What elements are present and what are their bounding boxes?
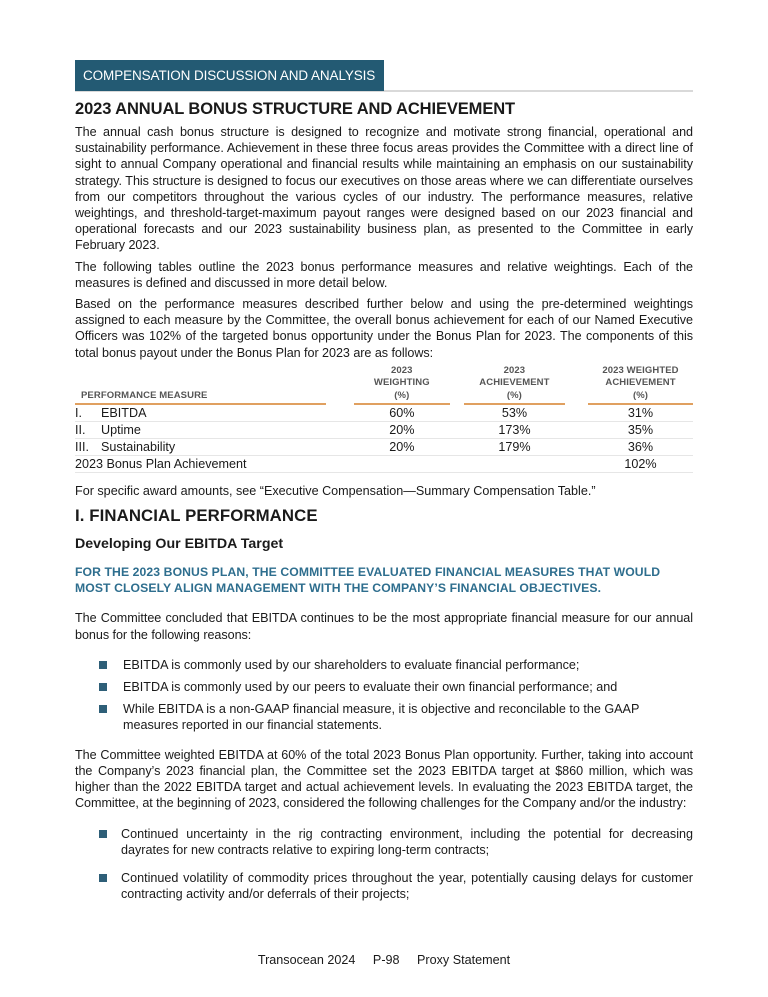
- table-row: II. Uptime 20% 173% 35%: [75, 422, 693, 439]
- square-bullet-icon: [99, 661, 107, 669]
- col-header-weighting: 2023 WEIGHTING (%): [354, 365, 450, 406]
- table-row: III. Sustainability 20% 179% 36%: [75, 439, 693, 456]
- award-note: For specific award amounts, see “Executive Compensation—Summary Compensation Table.”: [75, 484, 596, 499]
- list-item: Continued uncertainty in the rig contracting environment, including the potential for decreasing dayrates for new contracts relative to expiring long-term contracts;: [97, 826, 693, 858]
- col-header-measure: PERFORMANCE MEASURE: [75, 365, 326, 406]
- page-title: 2023 ANNUAL BONUS STRUCTURE AND ACHIEVEMENT: [75, 100, 516, 118]
- footer-page-number: P-98: [372, 953, 400, 967]
- reasons-list: [75, 657, 693, 733]
- list-item: While EBITDA is a non-GAAP financial measure, it is objective and reconcilable to the GAAP measures reported in our financial statements.: [97, 701, 693, 733]
- table-total-row: 2023 Bonus Plan Achievement 102%: [75, 456, 693, 473]
- list-item: EBITDA is commonly used by our peers to evaluate their own financial performance; and: [97, 679, 693, 695]
- intro-paragraph: The annual cash bonus structure is designed to recognize and motivate strong financial, operational and sustainability performance. Achievement in these three focus areas provides the Committee with a direct line of sight to annual Company operational and financial results while maintaining an emphasis on our sustainability strategy. This structure is designed to focus our executives on those areas where we can differentiate ourselves from our competitors throughout the various cycles of our industry. The performance measures, relative weightings, and threshold-target-maximum payout ranges were designed based on our 2023 financial and operational forecasts and our 2023 sustainability business plan, as presented to the Committee in early February 2023.: [75, 125, 693, 253]
- callout-text: FOR THE 2023 BONUS PLAN, THE COMMITTEE EVALUATED FINANCIAL MEASURES THAT WOULD MOST CLOSELY ALIGN MANAGEMENT WITH THE COMPANY’S FINANCIAL OBJECTIVES.: [75, 565, 661, 596]
- section-header: [75, 60, 693, 92]
- table-row: I. EBITDA 60% 53% 31%: [75, 405, 693, 422]
- ebitda-intro: The Committee concluded that EBITDA continues to be the most appropriate financial measure for our annual bonus for the following reasons:: [75, 611, 693, 642]
- target-paragraph: The Committee weighted EBITDA at 60% of the total 2023 Bonus Plan opportunity. Further, taking into account the Company’s 2023 financial plan, the Committee set the 2023 EBITDA target at $860 million, which was higher than the 2022 EBITDA target and actual achievement levels. In evaluating the 2023 EBITDA target, the Committee, at the beginning of 2023, considered the following challenges for the Company and/or the industry:: [75, 747, 693, 811]
- ebitda-target-subheading: Developing Our EBITDA Target: [75, 536, 284, 553]
- performance-table: [75, 365, 693, 474]
- section-tab: COMPENSATION DISCUSSION AND ANALYSIS: [75, 60, 384, 91]
- square-bullet-icon: [99, 830, 107, 838]
- footer-company: Transocean 2024: [257, 953, 356, 967]
- list-item: Continued volatility of commodity prices throughout the year, potentially causing delays for customer contracting activity and/or deferrals of their projects;: [97, 870, 693, 902]
- financial-performance-heading: I. FINANCIAL PERFORMANCE: [75, 506, 318, 526]
- col-header-achievement: 2023 ACHIEVEMENT (%): [464, 365, 565, 406]
- tables-paragraph: The following tables outline the 2023 bonus performance measures and relative weightings. Each of the measures is defined and discussed in more detail below.: [75, 259, 693, 290]
- challenges-list: [75, 826, 693, 902]
- table-header-row: [75, 365, 693, 406]
- col-header-weighted: 2023 WEIGHTED ACHIEVEMENT (%): [588, 365, 693, 406]
- list-item: EBITDA is commonly used by our shareholders to evaluate financial performance;: [97, 657, 693, 673]
- footer-doc-title: Proxy Statement: [417, 953, 511, 967]
- achievement-paragraph: Based on the performance measures described further below and using the pre-determined weightings assigned to each measure by the Committee, the overall bonus achievement for each of our Named Executive Officers was 102% of the targeted bonus opportunity under the Bonus Plan for 2023. The components of this total bonus payout under the Bonus Plan for 2023 are as follows:: [75, 297, 693, 360]
- document-page: [75, 60, 693, 914]
- page-footer: [0, 953, 768, 967]
- square-bullet-icon: [99, 683, 107, 691]
- square-bullet-icon: [99, 705, 107, 713]
- square-bullet-icon: [99, 874, 107, 882]
